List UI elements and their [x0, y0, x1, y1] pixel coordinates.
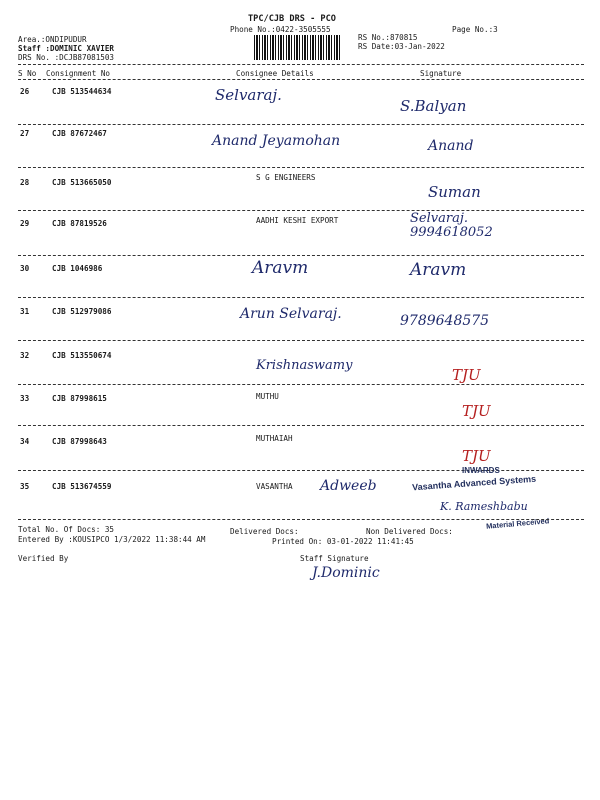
row-sno: 31 [20, 307, 30, 316]
verified-by: Verified By [18, 554, 69, 563]
delivered-docs: Delivered Docs: [230, 527, 299, 536]
column-sno: S No [18, 69, 37, 78]
row-handwritten-signature: Selvaraj. 9994618052 [410, 211, 493, 240]
row-divider [18, 167, 584, 168]
row-consignment: CJB 512979086 [52, 307, 112, 316]
row-handwritten-signature: Suman [428, 183, 481, 201]
row-consignee: S G ENGINEERS [256, 173, 316, 182]
row-handwritten-signature: TJU [462, 447, 491, 465]
row-handwritten-signature: K. Rameshbabu [440, 500, 528, 513]
staff-label: Staff :DOMINIC XAVIER [18, 44, 115, 53]
stamp-company: Vasantha Advanced Systems [411, 473, 537, 493]
row-sno: 26 [20, 87, 30, 96]
row-consignee: AADHI KESHI EXPORT [256, 216, 339, 225]
rs-date: RS Date:03-Jan-2022 [358, 42, 445, 51]
row-handwritten-name: Krishnaswamy [256, 358, 353, 373]
row-divider [18, 210, 584, 211]
row-handwritten-name: Aravm [252, 258, 309, 278]
row-consignment: CJB 1046986 [52, 264, 103, 273]
row-handwritten-name: Anand Jeyamohan [212, 133, 341, 149]
row-handwritten-signature: Aravm [410, 260, 467, 280]
non-delivered-docs: Non Delivered Docs: [366, 527, 453, 536]
row-divider [18, 255, 584, 256]
row-divider [18, 340, 584, 341]
printed-on: Printed On: 03-01-2022 11:41:45 [272, 537, 414, 546]
row-handwritten-signature: Anand [428, 138, 474, 154]
column-consignment: Consignment No [46, 69, 111, 78]
row-consignment: CJB 513550674 [52, 351, 112, 360]
row-handwritten-name: Adweeb [320, 478, 377, 494]
row-consignment: CJB 513674559 [52, 482, 112, 491]
total-docs: Total No. Of Docs: 35 [18, 525, 115, 534]
page-number: Page No.:3 [452, 25, 498, 34]
row-sno: 27 [20, 129, 30, 138]
row-consignment: CJB 513544634 [52, 87, 112, 96]
row-consignment: CJB 87998615 [52, 394, 107, 403]
row-handwritten-name: Arun Selvaraj. [240, 306, 342, 322]
row-consignment: CJB 87819526 [52, 219, 107, 228]
row-handwritten-signature: 9789648575 [400, 313, 490, 329]
row-consignee: MUTHAIAH [256, 434, 293, 443]
row-divider [18, 425, 584, 426]
rs-number: RS No.:870815 [358, 33, 418, 42]
barcode [254, 35, 342, 60]
header-divider-bottom [18, 79, 584, 80]
row-sno: 34 [20, 437, 30, 446]
row-sno: 35 [20, 482, 30, 491]
row-handwritten-name: Selvaraj. [215, 86, 282, 104]
row-divider [18, 297, 584, 298]
row-consignee: VASANTHA [256, 482, 293, 491]
drs-number: DRS No. :DCJB87081503 [18, 53, 115, 62]
column-consignee: Consignee Details [236, 69, 314, 78]
entered-by: Entered By :KOUSIPCO 1/3/2022 11:38:44 AM [18, 535, 206, 544]
row-sno: 32 [20, 351, 30, 360]
row-consignment: CJB 87672467 [52, 129, 107, 138]
stamp-material-received: Material Received [485, 516, 550, 531]
row-sno: 33 [20, 394, 30, 403]
column-signature: Signature [420, 69, 462, 78]
row-sno: 29 [20, 219, 30, 228]
row-divider [18, 124, 584, 125]
staff-signature: J.Dominic [312, 565, 380, 581]
footer-divider [18, 519, 584, 520]
document-title: TPC/CJB DRS - PCO [248, 14, 336, 24]
staff-signature-label: Staff Signature [300, 554, 369, 563]
row-handwritten-signature: S.Balyan [400, 97, 467, 115]
row-sno: 30 [20, 264, 30, 273]
row-consignee: MUTHU [256, 392, 279, 401]
row-handwritten-signature: TJU [452, 366, 481, 384]
header-divider-top [18, 64, 584, 65]
row-consignment: CJB 87998643 [52, 437, 107, 446]
row-divider [18, 384, 584, 385]
row-consignment: CJB 513665050 [52, 178, 112, 187]
stamp-inwards: INWARDS [462, 466, 500, 475]
row-handwritten-signature: TJU [462, 402, 491, 420]
phone-number: Phone No.:0422-3505555 [230, 25, 331, 34]
area-label: Area.:ONDIPUDUR [18, 35, 87, 44]
row-sno: 28 [20, 178, 30, 187]
